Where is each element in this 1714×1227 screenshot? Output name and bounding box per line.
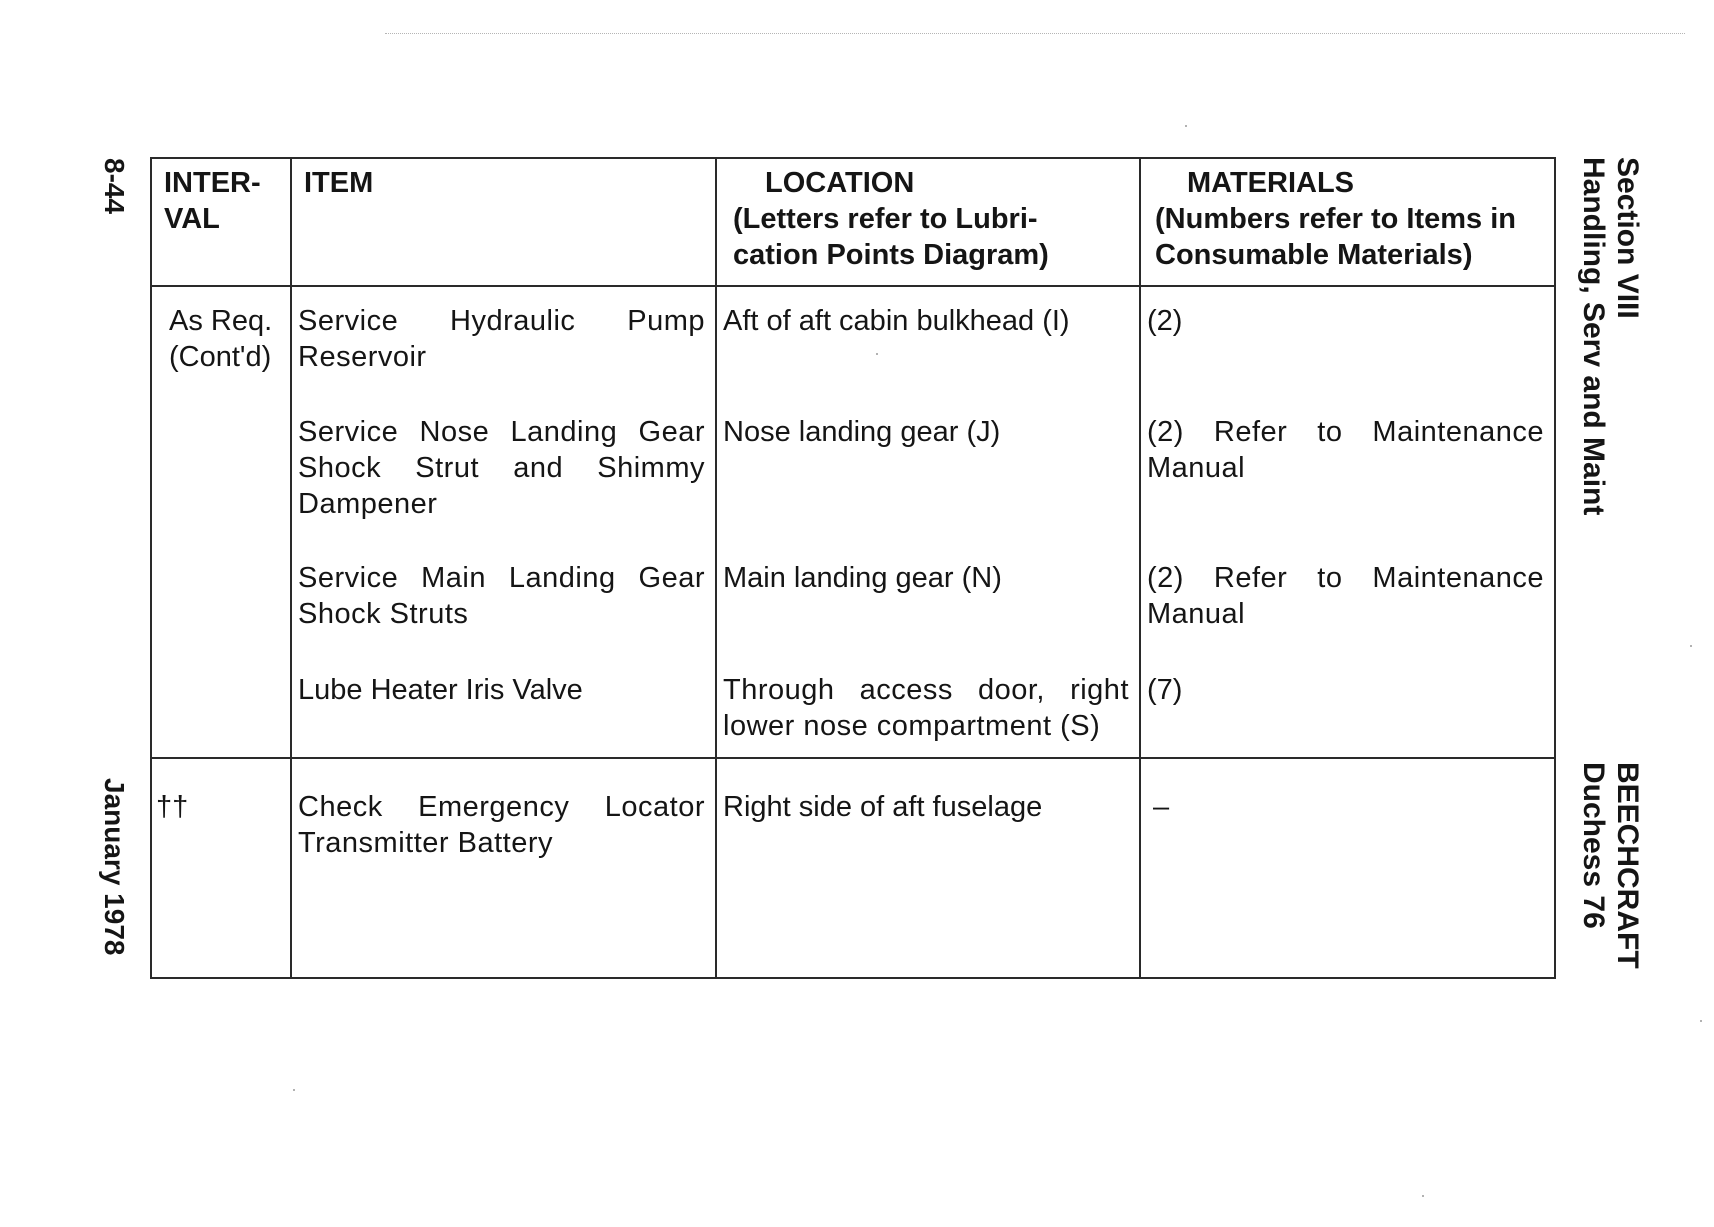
header-interval-line: INTER- (164, 167, 261, 199)
header-item-label: ITEM (304, 167, 374, 199)
section-title: Section VIII (1611, 157, 1644, 319)
table-row (151, 286, 1555, 758)
materials-entry: – (1153, 791, 1170, 823)
header-interval-line: VAL (164, 203, 220, 235)
materials-entry: (2) Refer to Maintenance Manual (1147, 416, 1544, 484)
interval-value: †† (156, 791, 189, 823)
brand-name: BEECHCRAFT (1611, 762, 1644, 969)
page-number: 8-44 (99, 158, 130, 215)
scan-speck (1690, 645, 1692, 647)
materials-entry: (2) (1147, 305, 1183, 337)
header-interval (151, 158, 291, 286)
item-cell (291, 758, 716, 978)
item-entry: Service Main Landing Gear Shock Struts (298, 562, 705, 630)
table-header-row (151, 158, 1555, 286)
materials-entry: (2) Refer to Maintenance Manual (1147, 562, 1544, 630)
materials-cell (1140, 286, 1555, 758)
location-entry: Aft of aft cabin bulkhead (I) (723, 305, 1070, 337)
header-materials (1140, 158, 1555, 286)
location-entry: Main landing gear (N) (723, 562, 1002, 594)
header-location-note: cation Points Diagram) (733, 239, 1049, 271)
interval-cell (151, 758, 291, 978)
item-entry: Lube Heater Iris Valve (298, 674, 583, 706)
interval-value: As Req. (169, 305, 273, 337)
item-entry: Check Emergency Locator Transmitter Battery (298, 791, 705, 859)
scan-speck (1422, 1195, 1424, 1197)
location-entry: Through access door, right lower nose compartment (S) (723, 674, 1129, 742)
scan-speck (1700, 1020, 1702, 1022)
scan-speck (1185, 125, 1187, 127)
header-materials-title: MATERIALS (1187, 167, 1355, 199)
item-cell (291, 286, 716, 758)
materials-cell (1140, 758, 1555, 978)
page-date: January 1978 (99, 778, 130, 956)
header-location (716, 158, 1140, 286)
location-entry: Nose landing gear (J) (723, 416, 1001, 448)
item-entry: Service Nose Landing Gear Shock Strut and Shimmy Dampener (298, 416, 705, 520)
header-location-note: (Letters refer to Lubri- (733, 203, 1038, 235)
interval-value: (Cont'd) (169, 341, 272, 373)
interval-cell (151, 286, 291, 758)
location-cell (716, 286, 1140, 758)
location-entry: Right side of aft fuselage (723, 791, 1043, 823)
item-entry: Service Hydraulic Pump Reservoir (298, 305, 705, 373)
brand-heading (1576, 762, 1644, 969)
header-materials-note: Consumable Materials) (1155, 239, 1473, 271)
header-materials-note: (Numbers refer to Items in (1155, 203, 1516, 235)
section-heading (1576, 157, 1644, 515)
lubrication-schedule-table (150, 157, 1556, 979)
header-item (291, 158, 716, 286)
model-name: Duchess 76 (1577, 762, 1610, 929)
header-location-title: LOCATION (765, 167, 915, 199)
scan-speck (293, 1089, 295, 1091)
location-cell (716, 758, 1140, 978)
section-subtitle: Handling, Serv and Maint (1577, 157, 1610, 516)
table-row (151, 758, 1555, 978)
scan-top-line (385, 33, 1685, 34)
materials-entry: (7) (1147, 674, 1183, 706)
